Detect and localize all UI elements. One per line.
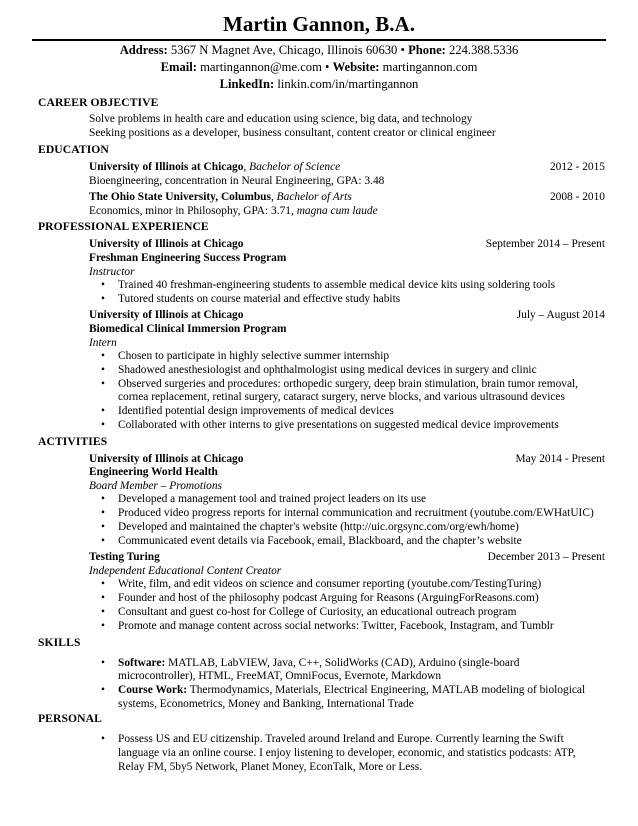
- activity-bullet: Produced video progress reports for internal communication and recruitment (youtube.com/EWHatUIC): [118, 507, 594, 519]
- bullet-icon: •: [101, 293, 105, 305]
- separator: •: [325, 60, 330, 74]
- skills-course-text: Thermodynamics, Materials, Electrical Engineering, MATLAB modeling of biological: [187, 684, 586, 696]
- section-title-education: EDUCATION: [38, 143, 109, 156]
- personal-line: language via an online course. I enjoy listening to developer, economic, and statistics podcasts: ATP,: [118, 747, 576, 759]
- activity-bullet: Developed and maintained the chapter's website (http://uic.orgsync.com/org/ewh/home): [118, 521, 519, 533]
- job-role: Instructor: [89, 266, 135, 278]
- bullet-icon: •: [101, 733, 105, 745]
- activity-bullet: Communicated event details via Facebook, email, Blackboard, and the chapter’s website: [118, 535, 522, 547]
- bullet-icon: •: [101, 578, 105, 590]
- skills-course-line: [118, 683, 585, 697]
- activity-bullet: Write, film, and edit videos on science and consumer reporting (youtube.com/TestingTuring): [118, 578, 542, 590]
- bullet-icon: •: [101, 620, 105, 632]
- bullet-icon: •: [101, 419, 105, 431]
- personal-line: Possess US and EU citizenship. Traveled around Ireland and Europe. Currently learning the Swift: [118, 733, 564, 745]
- linkedin-link[interactable]: linkin.com/in/martingannon: [277, 77, 419, 91]
- section-title-skills: SKILLS: [38, 636, 81, 649]
- personal-line: Relay FM, 5by5 Network, Planet Money, EconTalk, More or Less.: [118, 761, 423, 773]
- bullet-icon: •: [101, 405, 105, 417]
- website-link[interactable]: martingannon.com: [382, 60, 478, 74]
- activity-bullet: Founder and host of the philosophy podcast Arguing for Reasons (ArguingForReasons.com): [118, 592, 539, 604]
- skills-software-text: MATLAB, LabVIEW, Java, C++, SolidWorks (CAD), Arduino (single-board: [165, 657, 520, 669]
- school-name: University of Illinois at Chicago: [89, 161, 244, 173]
- bullet-icon: •: [101, 364, 105, 376]
- education-dates: 2012 - 2015: [549, 161, 605, 173]
- activity-bullet: Promote and manage content across social networks: Twitter, Facebook, Instagram, and Tumblr: [118, 620, 554, 632]
- bullet-icon: •: [101, 350, 105, 362]
- bullet-icon: •: [101, 493, 105, 505]
- section-title-experience: PROFESSIONAL EXPERIENCE: [38, 220, 209, 233]
- bullet-icon: •: [101, 507, 105, 519]
- activity-dates: May 2014 - Present: [515, 453, 605, 465]
- activity-bullet: Developed a management tool and trained project leaders on its use: [118, 493, 427, 505]
- section-title-career: CAREER OBJECTIVE: [38, 96, 159, 109]
- education-dates: 2008 - 2010: [549, 191, 605, 203]
- bullet-icon: •: [101, 535, 105, 547]
- education-school-line: The Ohio State University, Columbus, Bachelor of Arts: [89, 191, 352, 203]
- school-name: The Ohio State University, Columbus: [89, 191, 271, 203]
- job-bullet: Trained 40 freshman-engineering students to assemble medical device kits using soldering tools: [118, 279, 556, 291]
- education-detail-line: [89, 204, 378, 218]
- degree: Bachelor of Science: [249, 161, 341, 173]
- skills-software-line: [118, 656, 519, 670]
- linkedin-label: LinkedIn: [219, 77, 271, 91]
- activity-bullet: Consultant and guest co-host for College of Curiosity, an educational outreach program: [118, 606, 517, 618]
- job-bullet: Observed surgeries and procedures: orthopedic surgery, deep brain stimulation, brain tumor removal,: [118, 378, 579, 390]
- education-detail: Economics, minor in Philosophy, GPA: 3.71,: [89, 205, 297, 217]
- contact-line-address: Address: 5367 N Magnet Ave, Chicago, Illinois 60630 • Phone: 224.388.5336: [119, 43, 519, 57]
- email-label: Email: [160, 60, 193, 74]
- bullet-icon: •: [101, 592, 105, 604]
- degree: Bachelor of Arts: [276, 191, 352, 203]
- bullet-icon: •: [101, 521, 105, 533]
- career-line: Seeking positions as a developer, business consultant, content creator or clinical engineer: [89, 127, 496, 139]
- bullet-icon: •: [101, 684, 105, 696]
- section-title-personal: PERSONAL: [38, 712, 102, 725]
- skills-course-continued: systems, Econometrics, Money and Banking, International Trade: [118, 698, 414, 710]
- job-bullet-continued: cornea replacement, retinal surgery, cataract surgery, nerve blocks, and various ultrasound devices: [118, 391, 565, 403]
- skills-software-continued: microcontroller), HTML, FreeMAT, OmniFocus, Evernote, Markdown: [118, 670, 442, 682]
- job-dates: July – August 2014: [516, 309, 605, 321]
- section-title-activities: ACTIVITIES: [38, 435, 108, 448]
- job-org: University of Illinois at Chicago: [89, 238, 244, 250]
- contact-line-linkedin: LinkedIn: linkin.com/in/martingannon: [219, 77, 419, 91]
- separator: •: [400, 43, 405, 57]
- job-org: University of Illinois at Chicago: [89, 309, 244, 321]
- activity-role: Board Member – Promotions: [89, 480, 222, 492]
- job-bullet: Tutored students on course material and effective study habits: [118, 293, 401, 305]
- phone-value: 224.388.5336: [449, 43, 519, 57]
- education-detail: Bioengineering, concentration in Neural Engineering, GPA: 3.48: [89, 175, 385, 187]
- job-program: Freshman Engineering Success Program: [89, 252, 287, 264]
- bullet-icon: •: [101, 657, 105, 669]
- skills-software-label: Software:: [118, 657, 166, 669]
- job-role: Intern: [89, 337, 117, 349]
- email-link[interactable]: martingannon@me.com: [200, 60, 322, 74]
- bullet-icon: •: [101, 606, 105, 618]
- job-bullet: Collaborated with other interns to give presentations on suggested medical device improvements: [118, 419, 559, 431]
- activity-program: Engineering World Health: [89, 466, 218, 478]
- skills-course-label: Course Work:: [118, 684, 188, 696]
- address-value: 5367 N Magnet Ave, Chicago, Illinois 60630: [170, 43, 398, 57]
- bullet-icon: •: [101, 279, 105, 291]
- education-school-line: University of Illinois at Chicago, Bachelor of Science: [89, 161, 341, 173]
- activity-dates: December 2013 – Present: [487, 551, 605, 563]
- phone-label: Phone: [408, 43, 442, 57]
- job-bullet: Shadowed anesthesiologist and ophthalmologist using medical devices in surgery and clinic: [118, 364, 537, 376]
- bullet-icon: •: [101, 378, 105, 390]
- header-divider: [32, 39, 606, 41]
- address-label: Address: [119, 43, 164, 57]
- activity-role: Independent Educational Content Creator: [89, 565, 282, 577]
- activity-org: University of Illinois at Chicago: [89, 453, 244, 465]
- website-label: Website: [332, 60, 376, 74]
- resume-name: Martin Gannon, B.A.: [223, 12, 415, 36]
- job-program: Biomedical Clinical Immersion Program: [89, 323, 287, 335]
- contact-line-email: Email: martingannon@me.com • Website: martingannon.com: [160, 60, 478, 74]
- job-bullet: Identified potential design improvements of medical devices: [118, 405, 394, 417]
- career-line: Solve problems in health care and education using science, big data, and technology: [89, 113, 473, 125]
- education-honors: magna cum laude: [296, 205, 378, 217]
- job-bullet: Chosen to participate in highly selective summer internship: [118, 350, 390, 362]
- job-dates: September 2014 – Present: [485, 238, 605, 250]
- activity-org: Testing Turing: [89, 551, 160, 563]
